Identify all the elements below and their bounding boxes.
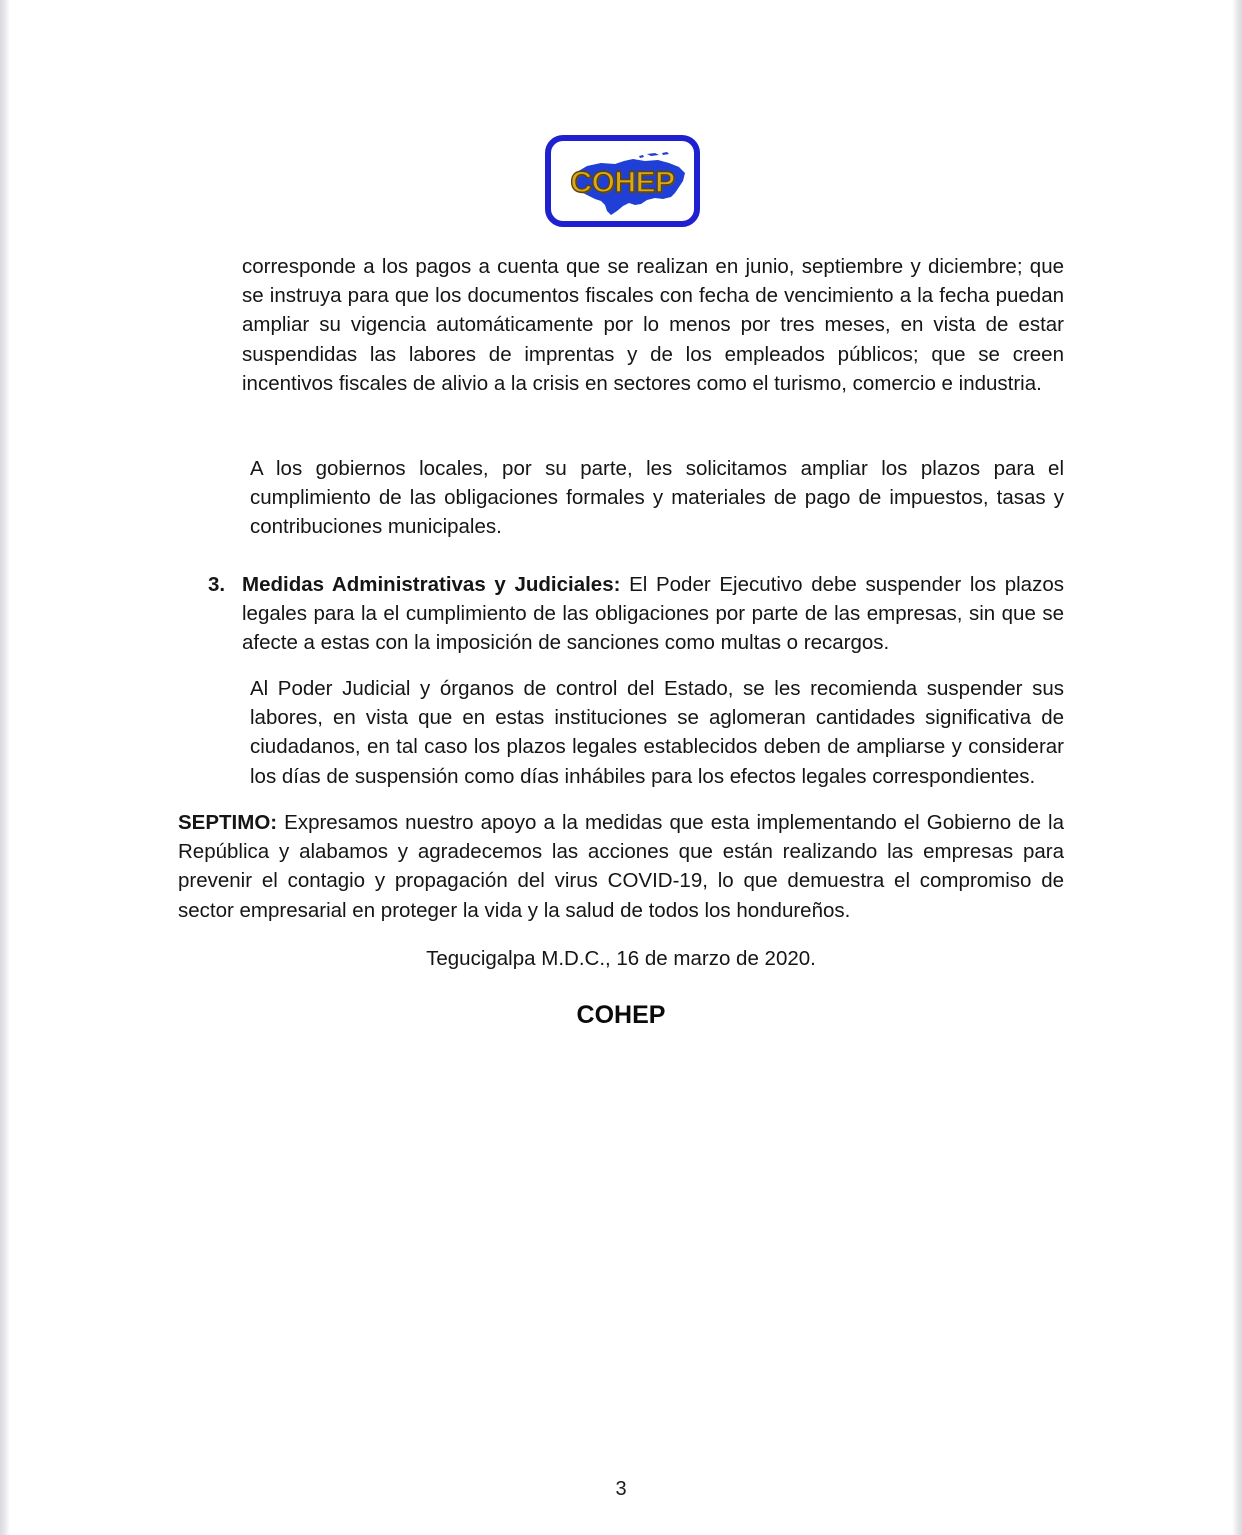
paragraph-septimo [178,808,1064,925]
signature-cohep: COHEP [576,1001,666,1029]
page-number: 3 [615,1478,627,1500]
cohep-logo [545,135,700,227]
paragraph-poder-judicial: Al Poder Judicial y órganos de control del Estado, se les recomienda suspender sus labores, en vista que en estas instituciones se aglomeran cantidades significativa de ciudadanos, en tal caso los plazos legales establecidos deben de ampliarse y considerar los días de suspensión como días inhábiles para los efectos legales correspondientes. [250,677,1064,788]
paragraph-pagos-a-cuenta: corresponde a los pagos a cuenta que se realizan en junio, septiembre y diciembre; que se instruya para que los documentos fiscales con fecha de vencimiento a la fecha puedan ampliar su vigencia automáticamente por lo menos por tres meses, en vista de estar suspendidas las labores de imprentas y de los empleados públicos; que se creen incentivos fiscales de alivio a la crisis en sectores como el turismo, comercio e industria. [242,255,1064,395]
logo-wordmark: COHEP [570,166,675,199]
logo-frame [545,135,700,227]
list-item-marker: 3. [208,573,226,596]
list-item-3 [178,570,1064,658]
list-item-body [242,570,1064,658]
place-date-line: Tegucigalpa M.D.C., 16 de marzo de 2020. [426,947,816,970]
paragraph-gobiernos-locales: A los gobiernos locales, por su parte, les solicitamos ampliar los plazos para el cumplimiento de las obligaciones formales y materiales de pago de impuestos, tasas y contribuciones municipales. [250,457,1064,539]
septimo-text: Expresamos nuestro apoyo a la medidas que esta implementando el Gobierno de la República y alabamos y agradecemos las acciones que están realizando las empresas para prevenir el contagio y propagación del virus COVID-19, lo que demuestra el compromiso de sector empresarial en proteger la vida y la salud de todos los hondureños. [178,811,1064,922]
list-item-heading: Medidas Administrativas y Judiciales: [242,573,621,596]
septimo-label: SEPTIMO: [178,811,278,834]
list-item-text: El Poder Ejecutivo debe suspender los plazos legales para la el cumplimiento de las obligaciones por parte de las empresas, sin que se afecte a estas con la imposición de sanciones como multas o recargos. [242,573,1064,655]
